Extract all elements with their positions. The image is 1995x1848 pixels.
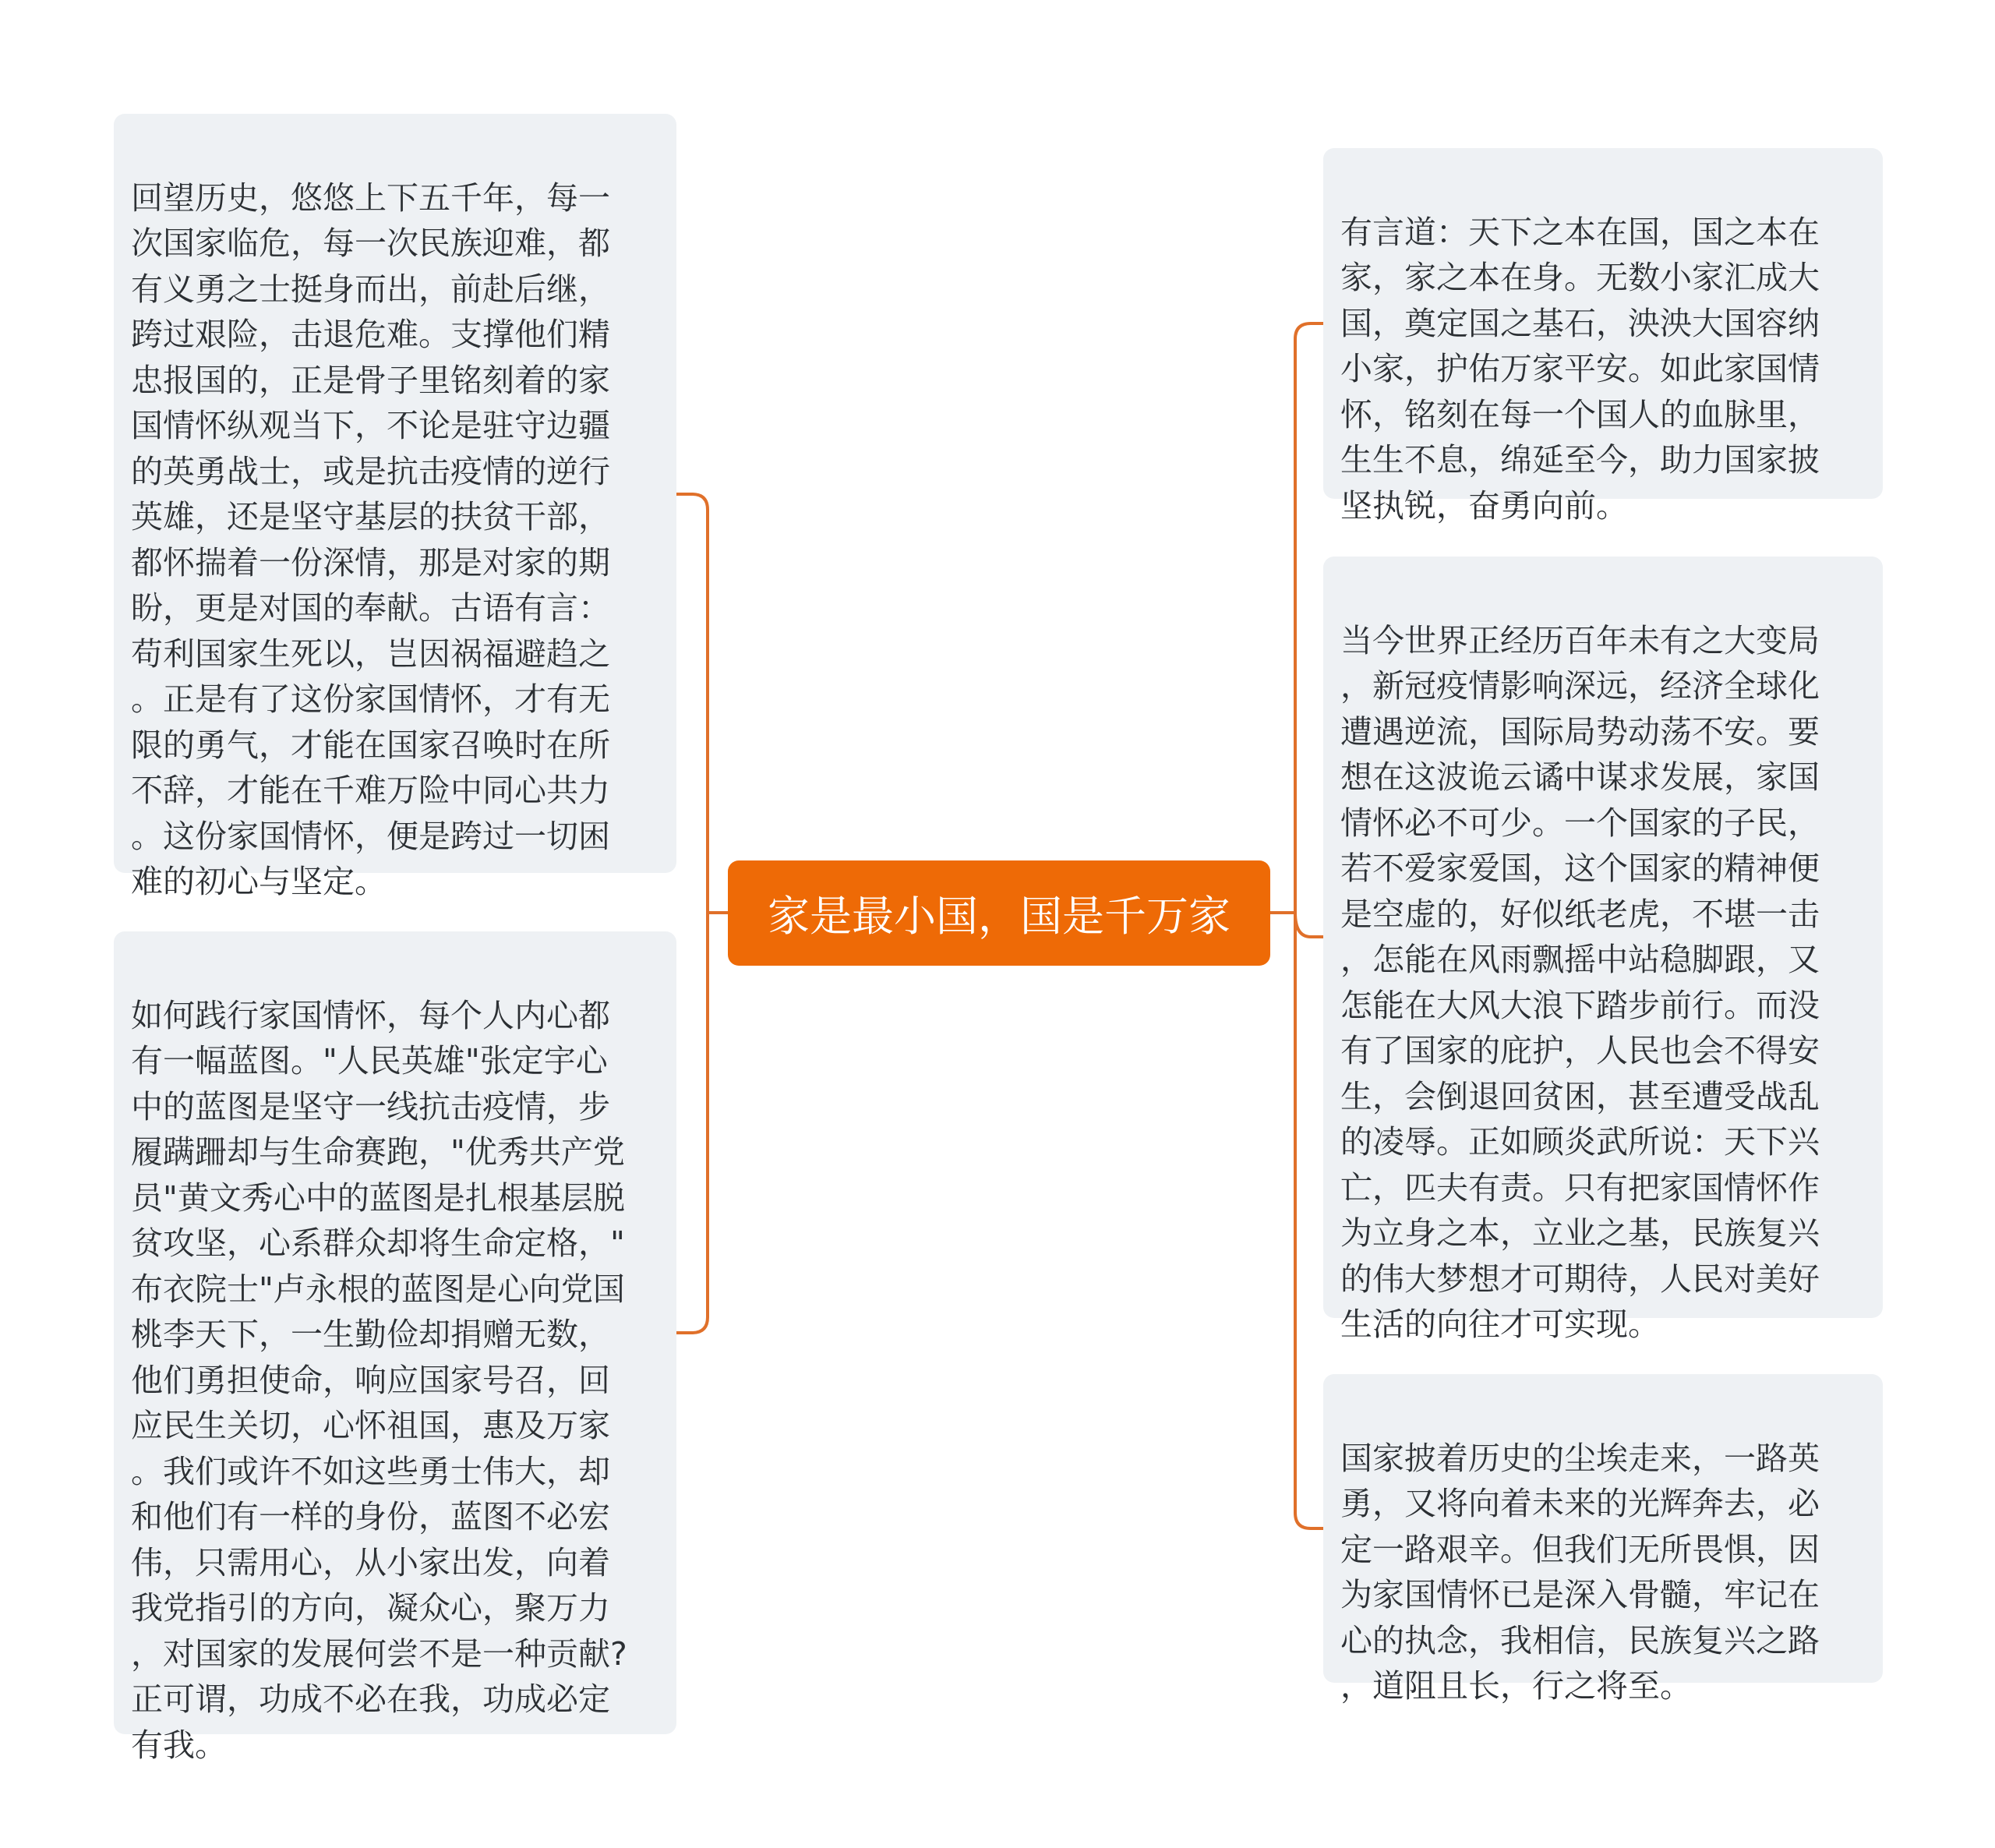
connector-right-2 [1295, 913, 1323, 937]
node-text: 有言道：天下之本在国，国之本在 家，家之本在身。无数小家汇成大 国，奠定国之基石，泱泱大国容纳 小家，护佑万家平安。如此家国情 怀，铭刻在每一个国人的血脉里， 生生不息，绵延至今，助力国家披 坚执锐，奋勇向前。 [1340, 213, 1820, 525]
node-text: 如何践行家国情怀，每个人内心都 有一幅蓝图。"人民英雄"张定宇心 中的蓝图是坚守一线抗击疫情，步 履蹒跚却与生命赛跑，"优秀共产党 员"黄文秀心中的蓝图是扎根基层脱 贫攻坚，心系群众却将生命定格，" 布衣院士"卢永根的蓝图是心向党国 桃李天下，一生勤俭却捐赠无数， 他们勇担使命，响应国家号召，回 应民生关切，心怀祖国，惠及万家 。我们或许不如这些勇士伟大，却 和他们有一样的身份，蓝图不必宏 伟，只需用心，从小家出发，向着 我党指引的方向，凝众心，聚万力 ，对国家的发展何尝不是一种贡献? 正可谓，功成不必在我，功成必定 有我。 [131, 996, 627, 1764]
mindmap-node-right-2[interactable] [1323, 557, 1883, 1343]
connector-right-3 [1295, 913, 1323, 1528]
connector-left-2 [676, 913, 708, 1333]
mindmap-root-node[interactable] [728, 860, 1270, 966]
node-text: 当今世界正经历百年未有之大变局 ，新冠疫情影响深远，经济全球化 遭遇逆流，国际局势动荡不安。要 想在这波诡云谲中谋求发展，家国 情怀必不可少。一个国家的子民， 若不爱家爱国，这个国家的精神便 是空虚的，好似纸老虎，不堪一击 ，怎能在风雨飘摇中站稳脚跟，又 怎能在大风大浪下踏步前行。而没 有了国家的庇护，人民也会不得安 生，会倒退回贫困，甚至遭受战乱 的凌辱。正如顾炎武所说：天下兴 亡，匹夫有责。只有把家国情怀作 为立身之本，立业之基，民族复兴 的伟大梦想才可期待，人民对美好 生活的向往才可实现。 [1340, 621, 1820, 1343]
node-text: 国家披着历史的尘埃走来，一路英 勇，又将向着未来的光辉奔去，必 定一路艰辛。但我们无所畏惧，因 为家国情怀已是深入骨髓，牢记在 心的执念，我相信，民族复兴之路 ，道阻且长，行之将至。 [1340, 1439, 1820, 1705]
root-node-label: 家是最小国，国是千万家 [768, 892, 1231, 941]
mindmap-node-left-2[interactable] [114, 931, 676, 1764]
mindmap-node-right-1[interactable] [1323, 148, 1883, 525]
connector-left-1 [676, 494, 708, 913]
node-text: 回望历史，悠悠上下五千年，每一 次国家临危，每一次民族迎难，都 有义勇之士挺身而出，前赴后继， 跨过艰险，击退危难。支撑他们精 忠报国的，正是骨子里铭刻着的家 国情怀纵观当下，不论是驻守边疆 的英勇战士，或是抗击疫情的逆行 英雄，还是坚守基层的扶贫干部， 都怀揣着一份深情，那是对家的期 盼，更是对国的奉献。古语有言： 苟利国家生死以，岂因祸福避趋之 。正是有了这份家国情怀，才有无 限的勇气，才能在国家召唤时在所 不辞，才能在千难万险中同心共力 。这份家国情怀，便是跨过一切困 难的初心与坚定。 [131, 178, 610, 900]
connector-right-1 [1295, 323, 1323, 913]
mindmap-node-right-3[interactable] [1323, 1374, 1883, 1705]
mindmap-node-left-1[interactable] [114, 114, 676, 900]
